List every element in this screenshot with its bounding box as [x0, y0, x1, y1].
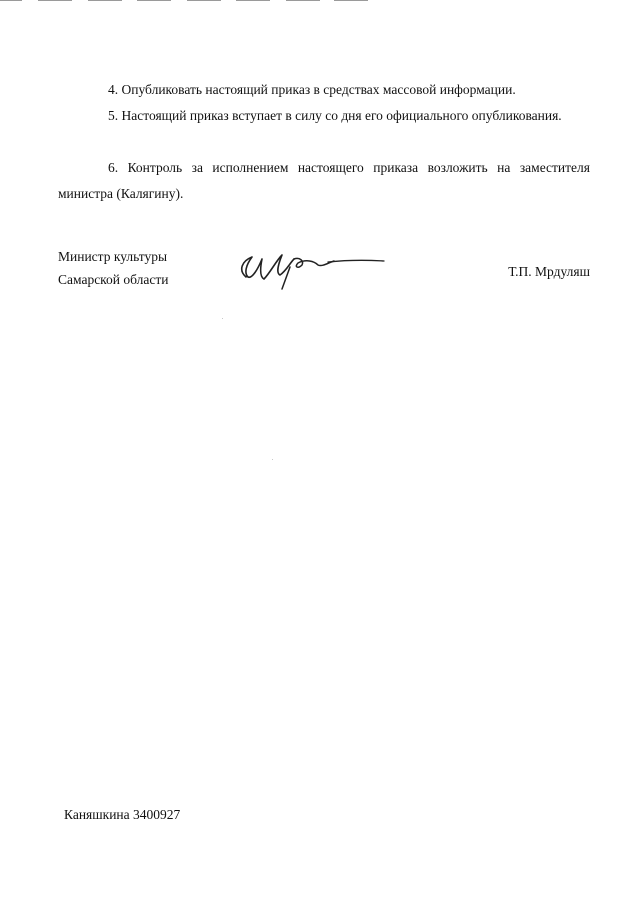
signer-name: Т.П. Мрдуляш — [508, 264, 590, 279]
scan-speck — [222, 318, 223, 319]
handwritten-signature — [232, 237, 392, 297]
document-body — [58, 77, 590, 103]
document-body-continued — [58, 103, 590, 129]
paragraph-item-4: 4. Опубликовать настоящий приказ в средствах массовой информации. — [108, 82, 516, 97]
paragraph-item-6: 6. Контроль за исполнением настоящего приказа возложить на заместителя министра (Калягину). — [58, 160, 590, 201]
signer-position — [58, 245, 169, 291]
signer-position-line-1: Министр культуры — [58, 249, 168, 264]
paragraph-item-5: 5. Настоящий приказ вступает в силу со дня его официального опубликования. — [108, 108, 562, 123]
executor-contact: Каняшкина 3400927 — [64, 807, 181, 822]
document-body-final — [58, 155, 590, 207]
signer-position-line-2: Самарской области — [58, 272, 169, 287]
top-edge-rule — [0, 0, 380, 3]
scan-speck — [272, 459, 273, 460]
